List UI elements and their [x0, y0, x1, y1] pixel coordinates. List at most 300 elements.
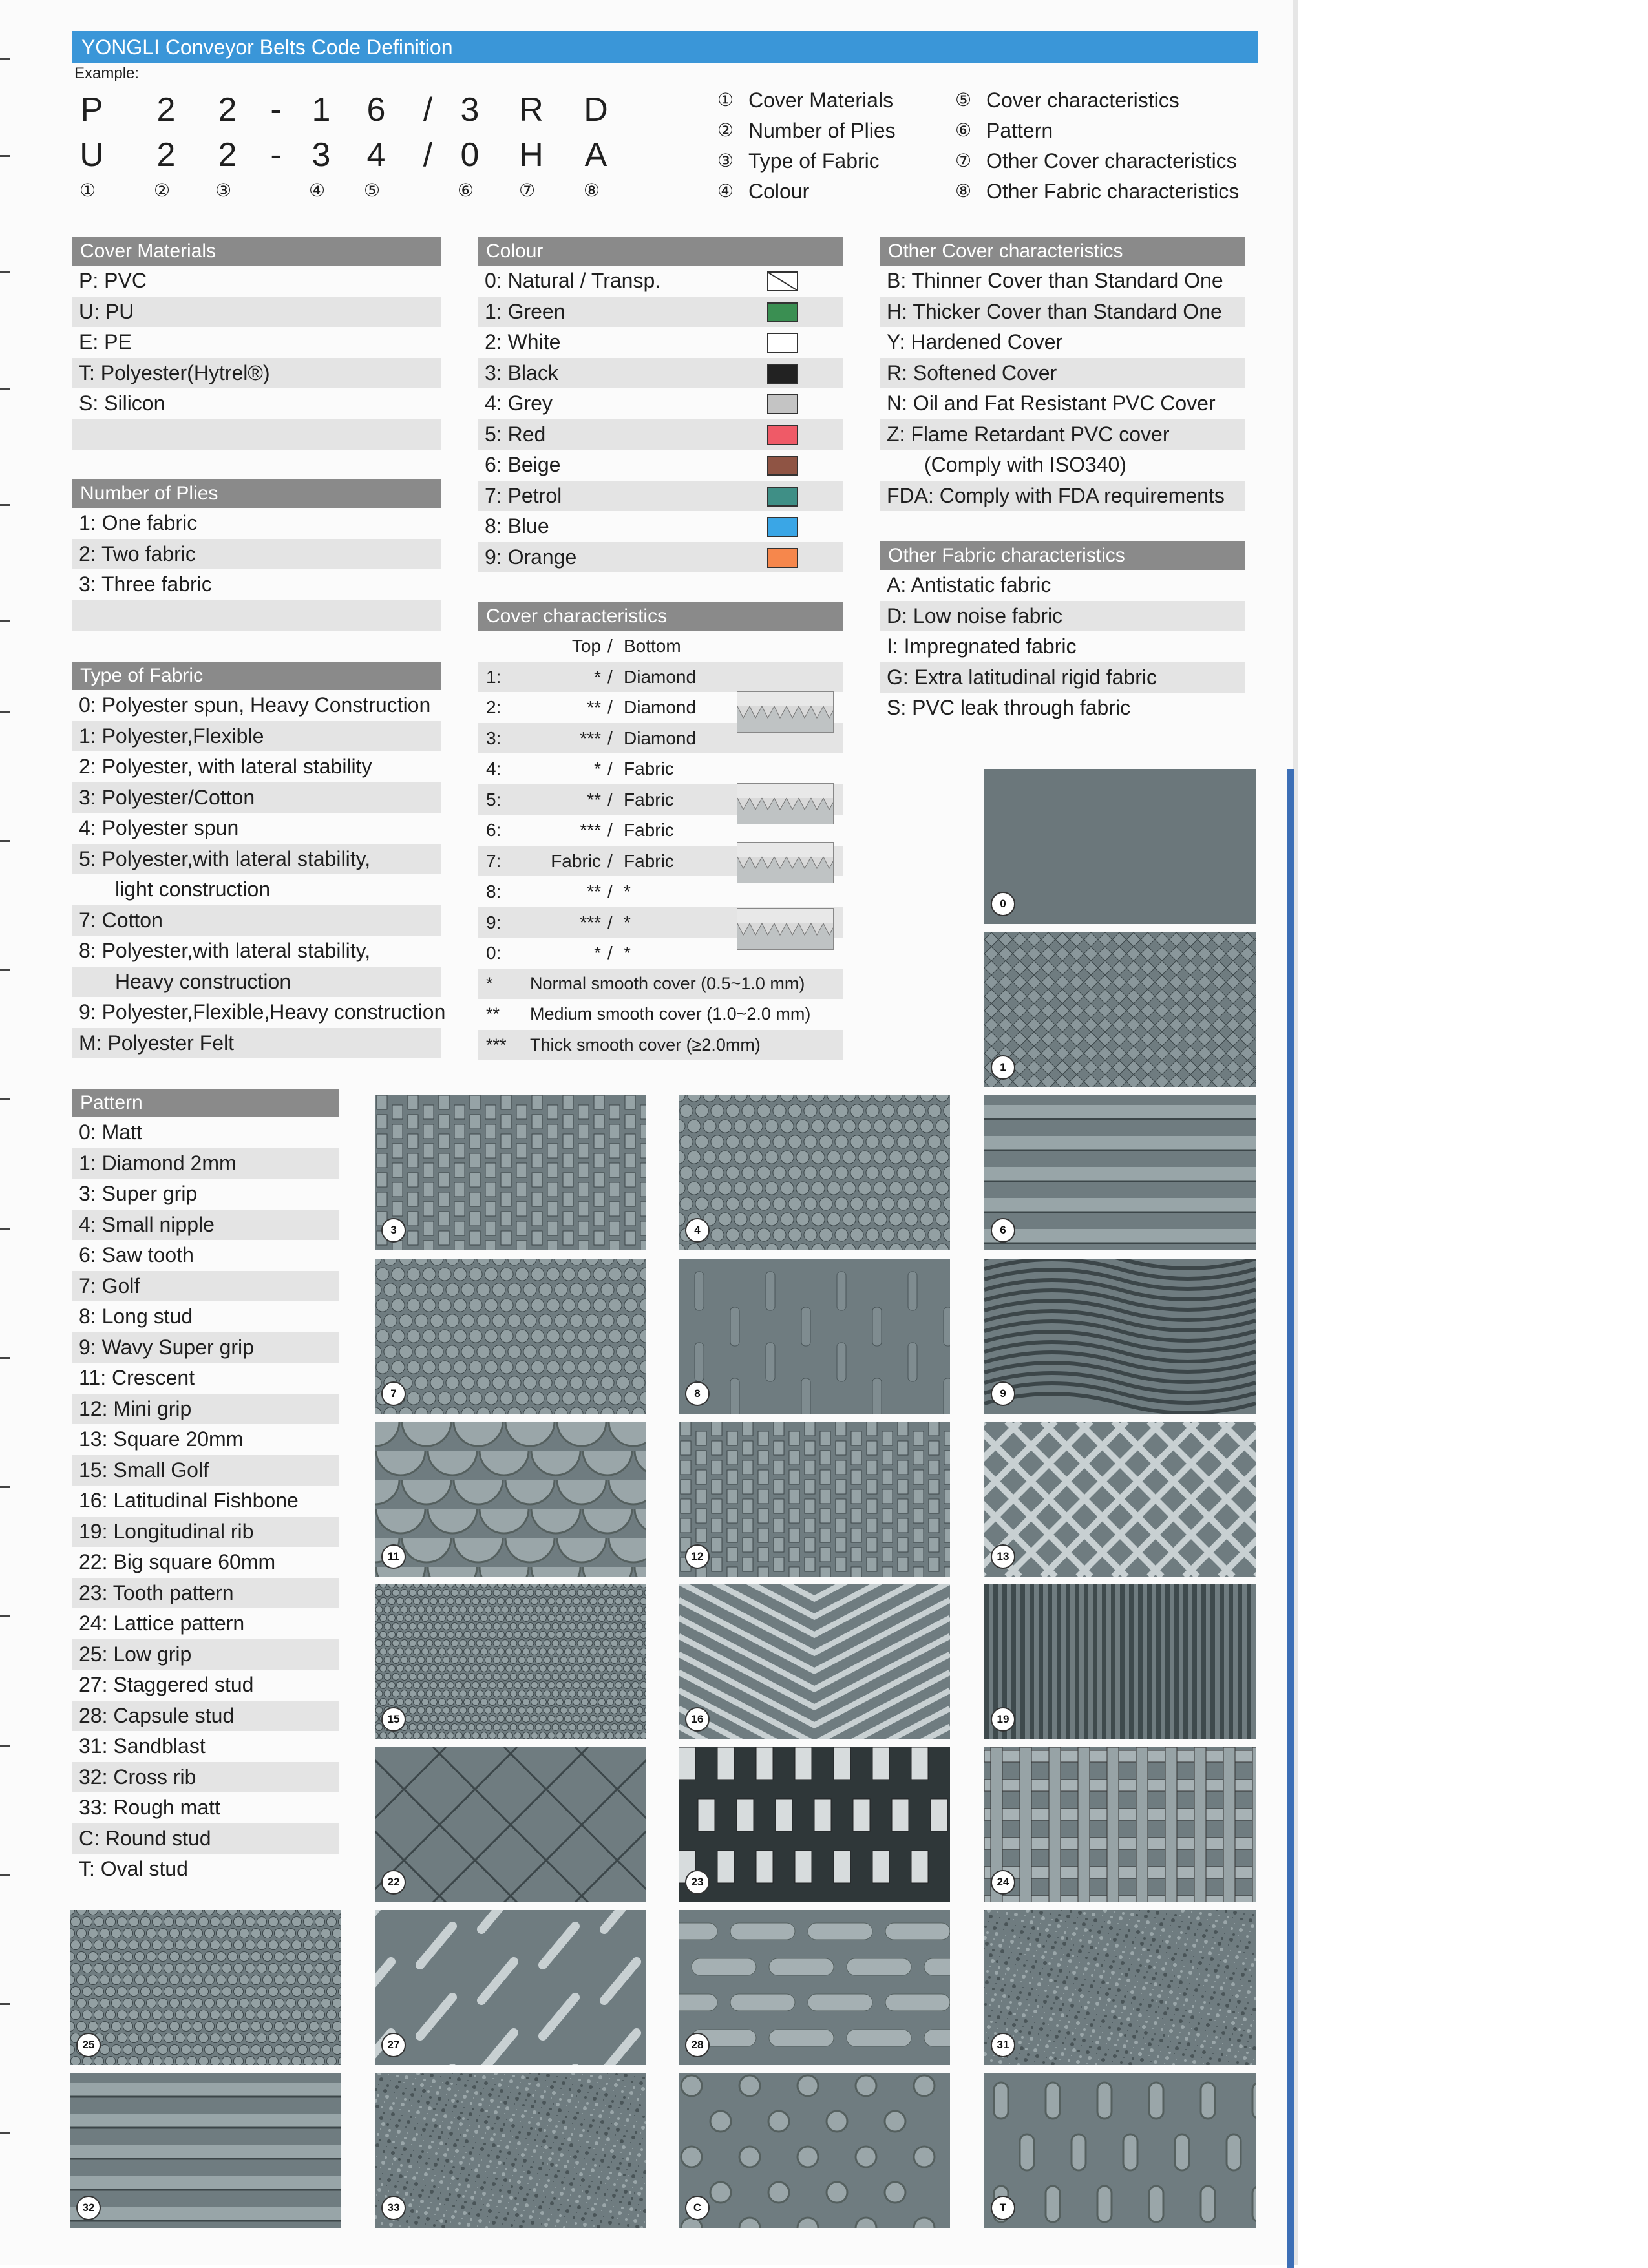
cc-code: 3:: [486, 728, 502, 748]
colour-colon: :: [496, 361, 508, 384]
colour-code: 3: [485, 361, 496, 384]
colour-swatch: [767, 302, 798, 322]
binder-tick: [0, 1486, 10, 1488]
cc-bottom: Diamond: [624, 697, 697, 717]
pattern-colon: :: [101, 1580, 113, 1604]
other-cover-label: Softened Cover: [913, 361, 1057, 384]
pattern-badge: 11: [381, 1544, 406, 1569]
cc-bottom: Fabric: [624, 759, 674, 779]
type-of-fabric-colon: :: [90, 755, 102, 778]
pattern-row: [72, 1762, 339, 1793]
binder-tick: [0, 2132, 10, 2134]
type-of-fabric-code: 0: [79, 693, 90, 717]
col-sep: /: [607, 636, 613, 656]
type-of-fabric-colon: :: [90, 1000, 102, 1024]
legend-marker: ⑤: [955, 90, 972, 110]
pattern-badge: 3: [381, 1218, 406, 1243]
legend-label: Cover characteristics: [986, 89, 1179, 112]
number-of-plies-colon: :: [90, 541, 101, 565]
code-char: U: [79, 136, 104, 174]
other-cover-row: [880, 266, 1245, 297]
other-fabric: [880, 541, 1245, 724]
type-of-fabric-code: 9: [79, 1000, 90, 1024]
pattern-tile: [375, 1095, 646, 1250]
cover-materials-row: [72, 419, 441, 450]
cc-top: Fabric: [551, 850, 601, 871]
pattern-label: Matt: [101, 1120, 142, 1144]
other-cover-row: [880, 450, 1245, 481]
colour-code: 2: [485, 330, 496, 353]
pattern-code: C: [79, 1826, 94, 1850]
type-of-fabric-row: [72, 874, 441, 905]
pattern-badge: 24: [991, 1870, 1015, 1895]
pattern-tile: [984, 1747, 1256, 1902]
pattern-row: [72, 1424, 339, 1455]
other-fabric-row: [880, 662, 1245, 693]
pattern-code: 22: [79, 1550, 102, 1573]
cover-materials-colon: :: [89, 361, 101, 384]
pattern-badge: 0: [991, 892, 1015, 916]
pattern-colon: :: [101, 1796, 114, 1819]
pattern-colon: :: [89, 1857, 101, 1880]
cc-top: *: [594, 943, 601, 963]
number-of-plies-row: [72, 569, 441, 600]
pattern-colon: :: [94, 1826, 105, 1850]
pattern-row: [72, 1455, 339, 1486]
type-of-fabric-row: [72, 997, 446, 1028]
other-fabric-colon: :: [892, 635, 904, 658]
cc-bottom: *: [624, 912, 631, 932]
type-of-fabric-row: [72, 721, 441, 752]
pattern-tile: [375, 1747, 646, 1902]
code-char: 1: [312, 91, 331, 129]
pattern-code: 24: [79, 1612, 102, 1635]
cc-sep: /: [607, 666, 613, 687]
binder-tick: [0, 271, 10, 273]
blue-edge-stripe: [1287, 769, 1294, 2268]
page-title: YONGLI Conveyor Belts Code Definition: [72, 31, 1258, 63]
other-cover-colon: :: [928, 483, 940, 507]
pattern-tile: [70, 2073, 341, 2228]
other-cover-colon: :: [899, 422, 911, 446]
other-cover-row: [880, 358, 1245, 389]
cover-materials-row: [72, 266, 441, 297]
cc-code: 0:: [486, 943, 502, 963]
cover-materials-code: E: [79, 330, 93, 353]
pattern-tile: [984, 1259, 1256, 1414]
cc-sep: /: [607, 697, 613, 717]
pattern-row: [72, 1578, 339, 1609]
pattern-label: Cross rib: [113, 1765, 196, 1789]
binder-tick: [0, 620, 10, 622]
type-of-fabric-label: Polyester Felt: [107, 1031, 235, 1055]
pattern-badge: 13: [991, 1544, 1015, 1569]
type-of-fabric-label: Polyester/Cotton: [101, 785, 255, 809]
pattern-row: [72, 1301, 339, 1332]
type-of-fabric-row: [72, 813, 441, 844]
number-of-plies-code: 2: [79, 541, 90, 565]
code-char: D: [584, 91, 608, 129]
cover-note-mark: *: [486, 973, 493, 993]
cover-materials-label: PE: [104, 330, 132, 353]
colour-code: 6: [485, 453, 496, 476]
other-cover-row: [880, 388, 1245, 419]
pattern-label: Super grip: [101, 1182, 198, 1205]
legend-marker: ④: [717, 181, 734, 201]
type-of-fabric: [72, 662, 446, 1058]
type-of-fabric-code: 1: [79, 724, 90, 748]
pattern-label: Low grip: [113, 1642, 192, 1666]
binder-tick: [0, 504, 10, 506]
binder-ticks: [0, 0, 13, 2265]
other-cover-code: N: [887, 392, 902, 415]
pattern-code: 25: [79, 1642, 102, 1666]
type-of-fabric-colon: :: [90, 816, 102, 839]
legend-marker: ⑧: [955, 181, 972, 201]
pattern-badge: 33: [381, 2196, 406, 2220]
pattern-badge: 19: [991, 1707, 1015, 1732]
pattern-badge: 28: [685, 2033, 710, 2057]
other-fabric-colon: :: [900, 696, 913, 719]
other-fabric-code: G: [887, 665, 903, 689]
pattern-label: Mini grip: [113, 1396, 192, 1420]
colour-code: 9: [485, 545, 496, 569]
number-of-plies-row: [72, 600, 441, 631]
pattern-badge: 12: [685, 1544, 710, 1569]
pattern-row: [72, 1394, 339, 1425]
binder-tick: [0, 969, 10, 971]
pattern-tile: [679, 2073, 950, 2228]
other-cover-code: FDA: [887, 483, 928, 507]
pattern-label: Long stud: [101, 1305, 193, 1328]
pattern-code: 4: [79, 1212, 90, 1236]
other-fabric-label: Low noise fabric: [913, 604, 1063, 627]
other-cover-code: Z: [887, 422, 900, 446]
colour-colon: :: [496, 269, 508, 292]
pattern-badge: 23: [685, 1870, 710, 1895]
colour-label: Grey: [507, 392, 553, 415]
pattern-code: 27: [79, 1673, 102, 1696]
other-cover-row: [880, 481, 1245, 512]
code-marker: ①: [79, 180, 96, 200]
type-of-fabric-code: 5: [79, 846, 90, 870]
pattern-label: Round stud: [105, 1826, 211, 1850]
other-fabric-colon: :: [902, 604, 913, 627]
code-char: 2: [218, 136, 237, 174]
example-label: Example:: [74, 65, 140, 82]
cover-materials-label: PVC: [104, 269, 147, 292]
pattern-row: [72, 1639, 339, 1670]
colour-row: [478, 481, 843, 512]
legend-label: Type of Fabric: [748, 149, 880, 173]
pattern-row: [72, 1701, 339, 1732]
pattern-tile: [375, 1584, 646, 1739]
cover-materials-header: Cover Materials: [72, 237, 441, 266]
type-of-fabric-label: Polyester,Flexible,Heavy construction: [101, 1000, 446, 1024]
pattern-code: 31: [79, 1734, 102, 1758]
code-marker: ⑦: [519, 180, 536, 200]
cc-top: ***: [580, 912, 601, 932]
legend-label: Pattern: [986, 119, 1053, 142]
cc-sep: /: [607, 789, 613, 810]
number-of-plies-header: Number of Plies: [72, 479, 441, 508]
number-of-plies-row: [72, 539, 441, 570]
pattern-tile: [375, 1422, 646, 1577]
pattern-colon: :: [101, 1396, 114, 1420]
colour-row: [478, 542, 843, 573]
legend-marker: ⑦: [955, 151, 972, 171]
pattern-tile: [679, 1259, 950, 1414]
code-char: R: [519, 91, 544, 129]
other-cover-colon: :: [902, 299, 913, 323]
cover-profile-diagram: [737, 783, 834, 824]
other-cover-label: Thicker Cover than Standard One: [913, 299, 1222, 323]
other-cover-row: [880, 297, 1245, 328]
cc-code: 2:: [486, 697, 502, 717]
pattern-badge: 7: [381, 1381, 406, 1406]
legend-label: Number of Plies: [748, 119, 896, 142]
pattern-tile: [70, 1910, 341, 2065]
other-cover-label: Hardened Cover: [911, 330, 1063, 353]
pattern-tile: [984, 1422, 1256, 1577]
cc-top: **: [587, 697, 601, 717]
colour-code: 1: [485, 299, 496, 323]
colour-label: Black: [507, 361, 558, 384]
cc-sep: /: [607, 728, 613, 748]
type-of-fabric-row: [72, 782, 441, 814]
colour-swatch: [767, 333, 798, 353]
pattern-row: [72, 1670, 339, 1701]
pattern-badge: 9: [991, 1381, 1015, 1406]
pattern-tile: [679, 1910, 950, 2065]
type-of-fabric-row: [72, 751, 441, 782]
pattern-badge: 31: [991, 2033, 1015, 2057]
code-char: 3: [312, 136, 331, 174]
pattern-colon: :: [101, 1673, 114, 1696]
cover-materials-code: T: [79, 361, 89, 384]
pattern-row: [72, 1823, 339, 1854]
code-char: 4: [366, 136, 386, 174]
pattern-badge: 8: [685, 1381, 710, 1406]
other-fabric-label: Impregnated fabric: [903, 635, 1077, 658]
pattern-badge: C: [685, 2196, 710, 2220]
pattern-tile: [375, 2073, 646, 2228]
colour-code: 5: [485, 422, 496, 446]
colour-swatch: [767, 394, 798, 414]
pattern-label: Tooth pattern: [112, 1580, 234, 1604]
cc-code: 6:: [486, 820, 502, 840]
code-char: 2: [156, 91, 176, 129]
number-of-plies-colon: :: [90, 511, 102, 534]
pattern-label: Sandblast: [113, 1734, 206, 1758]
colour-swatch: [767, 487, 798, 507]
cc-bottom: Fabric: [624, 850, 674, 871]
other-fabric-colon: :: [900, 573, 911, 596]
type-of-fabric-label: Polyester,with lateral stability,: [101, 939, 371, 962]
cc-bottom: *: [624, 943, 631, 963]
code-char: 2: [156, 136, 176, 174]
type-of-fabric-header: Type of Fabric: [72, 662, 441, 690]
cover-note-text: Normal smooth cover (0.5~1.0 mm): [530, 973, 805, 993]
pattern-colon: :: [90, 1305, 102, 1328]
pattern-row: [72, 1608, 339, 1639]
cover-note-text: Medium smooth cover (1.0~2.0 mm): [530, 1004, 811, 1024]
other-fabric-code: I: [887, 635, 893, 658]
pattern-badge: 16: [685, 1707, 710, 1732]
colour-colon: :: [496, 330, 508, 353]
type-of-fabric-label: light construction: [115, 877, 271, 901]
type-of-fabric-label: Polyester,with lateral stability,: [101, 846, 371, 870]
colour-label: Orange: [507, 545, 577, 569]
pattern-label: Square 20mm: [113, 1427, 244, 1451]
pattern-code: 0: [79, 1120, 90, 1144]
number-of-plies-colon: :: [90, 572, 101, 596]
colour-label: Red: [507, 422, 546, 446]
colour-colon: :: [496, 483, 508, 507]
pattern-colon: :: [101, 1519, 114, 1543]
binder-tick: [0, 155, 10, 157]
other-cover-code: B: [887, 269, 901, 292]
code-marker: ⑧: [584, 180, 600, 200]
code-char: /: [423, 136, 433, 174]
type-of-fabric-row: [72, 844, 441, 875]
other-cover-code: H: [887, 299, 902, 323]
colour-colon: :: [496, 422, 508, 446]
type-of-fabric-colon: :: [96, 1031, 108, 1055]
colour-code: 7: [485, 483, 496, 507]
cover-characteristics-header: Cover characteristics: [478, 602, 843, 631]
type-of-fabric-colon: :: [90, 785, 102, 809]
number-of-plies: [72, 479, 441, 631]
other-cover-colon: :: [900, 269, 912, 292]
pattern-code: 7: [79, 1274, 90, 1297]
colour-colon: :: [496, 514, 508, 538]
cover-materials-colon: :: [92, 392, 105, 415]
pattern-badge: 1: [991, 1055, 1015, 1080]
cover-characteristics-row: [478, 753, 843, 784]
type-of-fabric-row: [72, 690, 441, 721]
number-of-plies-row: [72, 508, 441, 539]
pattern-label: Diamond 2mm: [101, 1151, 237, 1175]
colour: [478, 237, 843, 572]
colour-row: [478, 388, 843, 419]
type-of-fabric-code: 4: [79, 816, 90, 839]
cover-note-mark: **: [486, 1004, 500, 1024]
other-cover-label: (Comply with ISO340): [924, 453, 1126, 476]
pattern-label: Oval stud: [100, 1857, 188, 1880]
pattern-row: [72, 1854, 339, 1885]
pattern-label: Small nipple: [101, 1212, 215, 1236]
cover-materials-row: [72, 327, 441, 358]
legend-marker: ①: [717, 90, 734, 110]
cover-materials-code: U: [79, 299, 94, 323]
pattern-row: [72, 1179, 339, 1210]
pattern-code: 8: [79, 1305, 90, 1328]
legend-label: Other Fabric characteristics: [986, 180, 1240, 203]
pattern-code: 32: [79, 1765, 102, 1789]
cover-materials-colon: :: [92, 330, 105, 353]
colour-colon: :: [496, 299, 508, 323]
legend-label: Colour: [748, 180, 810, 203]
pattern-label: Staggered stud: [113, 1673, 254, 1696]
other-fabric-code: D: [887, 604, 902, 627]
pattern-code: 1: [79, 1151, 90, 1175]
cover-materials-label: Silicon: [104, 392, 165, 415]
number-of-plies-label: Three fabric: [101, 572, 212, 596]
colour-label: Petrol: [507, 483, 562, 507]
other-cover-label: Flame Retardant PVC cover: [911, 422, 1170, 446]
type-of-fabric-label: Heavy construction: [115, 969, 291, 993]
colour-row: [478, 511, 843, 542]
pattern-badge: 32: [76, 2196, 101, 2220]
cover-materials-colon: :: [92, 269, 105, 292]
other-cover-row: [880, 327, 1245, 358]
type-of-fabric-row: [72, 1028, 441, 1059]
pattern-label: Big square 60mm: [113, 1550, 276, 1573]
type-of-fabric-colon: :: [90, 693, 102, 717]
colour-code: 4: [485, 392, 496, 415]
code-marker: ⑤: [364, 180, 381, 200]
cover-note-row: [478, 999, 843, 1030]
other-fabric-row: [880, 570, 1245, 601]
colour-label: Green: [507, 299, 565, 323]
number-of-plies-code: 1: [79, 511, 90, 534]
pattern-colon: :: [90, 1274, 102, 1297]
pattern-tile: [984, 1095, 1256, 1250]
code-marker: ②: [154, 180, 171, 200]
colour-label: Blue: [507, 514, 549, 538]
code-char: /: [423, 91, 433, 129]
type-of-fabric-label: Polyester spun: [101, 816, 239, 839]
cc-bottom: *: [624, 881, 631, 901]
pattern-row: [72, 1363, 339, 1394]
code-char: 3: [460, 91, 480, 129]
pattern-tile: [984, 932, 1256, 1087]
colour-row: [478, 419, 843, 450]
other-cover-code: Y: [887, 330, 900, 353]
type-of-fabric-code: 8: [79, 939, 90, 962]
colour-swatch: [767, 548, 798, 568]
pattern-colon: :: [101, 1427, 114, 1451]
type-of-fabric-row: [72, 967, 441, 998]
cc-code: 5:: [486, 789, 502, 810]
pattern-label: Lattice pattern: [113, 1612, 245, 1635]
pattern-label: Saw tooth: [101, 1243, 194, 1266]
cc-top: ***: [580, 728, 601, 748]
pattern-row: [72, 1731, 339, 1762]
type-of-fabric-label: Polyester,Flexible: [101, 724, 264, 748]
cover-characteristics: [478, 602, 843, 1060]
colour-label: Beige: [507, 453, 561, 476]
pattern-row: [72, 1117, 339, 1148]
colour-row: [478, 358, 843, 389]
colour-label: Natural / Transp.: [507, 269, 661, 292]
other-fabric-code: A: [887, 573, 901, 596]
code-char: 2: [218, 91, 237, 129]
pattern-tile: [679, 1584, 950, 1739]
type-of-fabric-row: [72, 905, 441, 936]
pattern-tile: [679, 1747, 950, 1902]
code-char: A: [584, 136, 607, 174]
pattern-code: 23: [79, 1580, 102, 1604]
binder-tick: [0, 2003, 10, 2005]
pattern-label: Crescent: [112, 1366, 195, 1389]
pattern-code: 28: [79, 1703, 102, 1727]
pattern-row: [72, 1547, 339, 1578]
number-of-plies-code: 3: [79, 572, 90, 596]
pattern-code: 19: [79, 1519, 102, 1543]
cover-materials: [72, 237, 441, 450]
